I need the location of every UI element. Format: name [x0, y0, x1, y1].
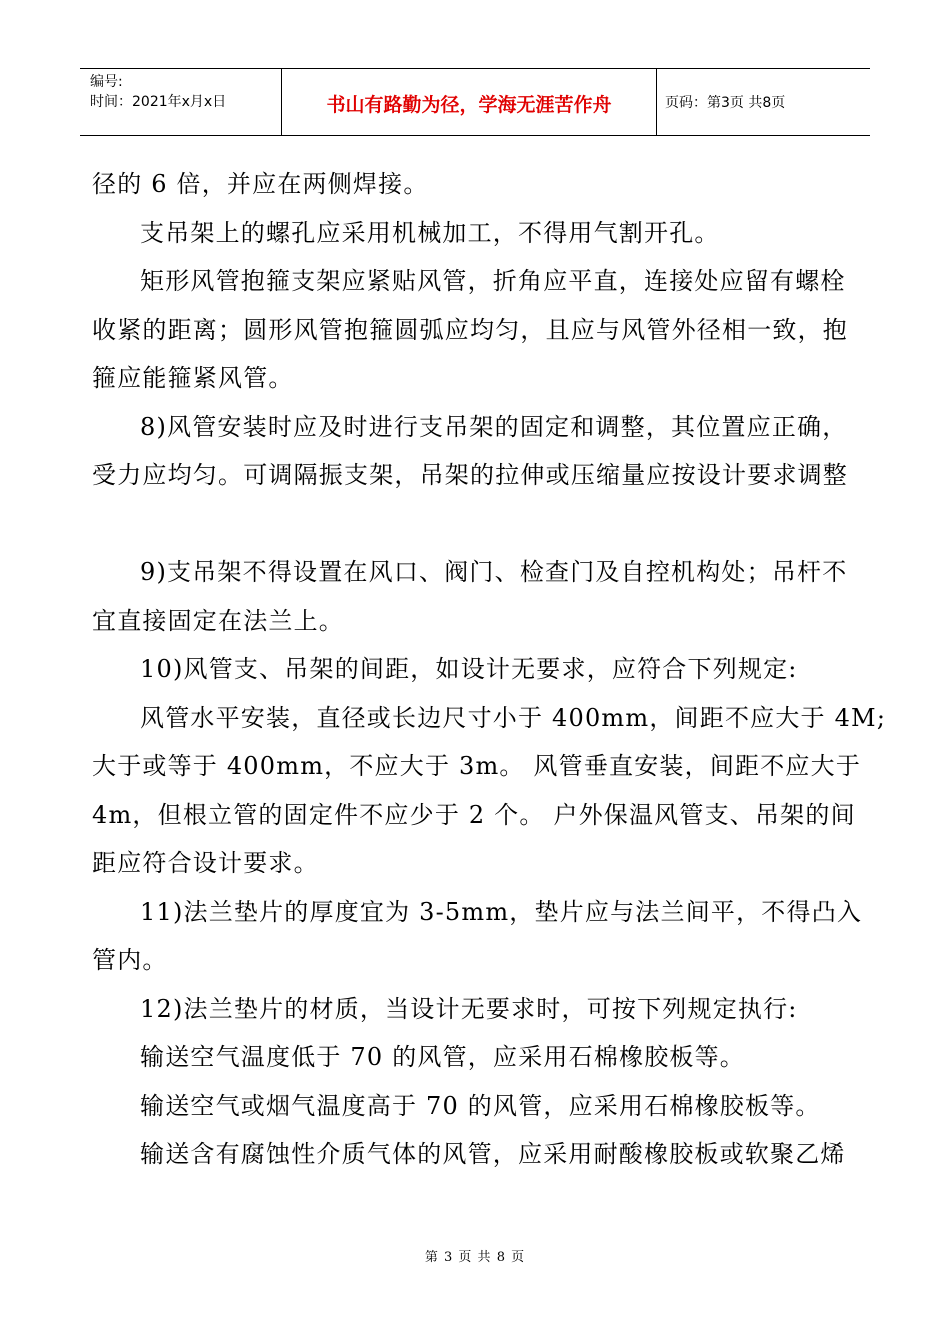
document-body — [92, 160, 887, 1179]
body-line: 距应符合设计要求。 — [92, 849, 319, 877]
body-line: 支吊架上的螺孔应采用机械加工，不得用气割开孔。 — [140, 218, 720, 247]
body-line: 收紧的距离；圆形风管抱箍圆弧应均匀，且应与风管外径相一致，抱 — [92, 315, 848, 344]
serial-number-label: 编号: — [90, 74, 123, 90]
header-page-cell — [657, 69, 870, 135]
document-header — [80, 68, 870, 136]
body-line: 管内。 — [92, 946, 168, 974]
header-meta-cell — [80, 69, 282, 135]
body-line: 矩形风管抱箍支架应紧贴风管，折角应平直，连接处应留有螺栓 — [140, 267, 846, 295]
body-line: 12)法兰垫片的材质，当设计无要求时，可按下列规定执行: — [140, 994, 798, 1023]
body-line: 10)风管支、吊架的间距，如设计无要求，应符合下列规定: — [140, 655, 798, 683]
body-line: 输送空气或烟气温度高于 70 的风管，应采用石棉橡胶板等。 — [140, 1091, 821, 1120]
body-line: 径的 6 倍，并应在两侧焊接。 — [92, 170, 429, 198]
date-label: 时间：2021年x月x日 — [90, 94, 227, 110]
body-line: 受力应均匀。可调隔振支架，吊架的拉伸或压缩量应按设计要求调整 — [92, 461, 848, 489]
body-line: 箍应能箍紧风管。 — [92, 364, 294, 392]
footer-page-number: 第 3 页 共 8 页 — [424, 1250, 526, 1265]
body-line: 4m，但根立管的固定件不应少于 2 个。 户外保温风管支、吊架的间 — [92, 800, 856, 829]
body-line: 宜直接固定在法兰上。 — [92, 606, 344, 635]
body-line: 输送含有腐蚀性介质气体的风管，应采用耐酸橡胶板或软聚乙烯 — [140, 1140, 846, 1168]
blank-line — [92, 500, 862, 549]
body-line: 大于或等于 400mm，不应大于 3m。 风管垂直安装，间距不应大于 — [92, 752, 862, 780]
body-line: 风管水平安装，直径或长边尺寸小于 400mm，间距不应大于 4M; — [140, 703, 887, 732]
body-line: 11)法兰垫片的厚度宜为 3-5mm，垫片应与法兰间平，不得凸入 — [140, 897, 863, 926]
page-code-label: 页码：第3页 共8页 — [665, 95, 786, 111]
motto-text: 书山有路勤为径，学海无涯苦作舟 — [326, 93, 612, 116]
body-line: 8)风管安装时应及时进行支吊架的固定和调整，其位置应正确， — [140, 412, 848, 441]
body-line: 9)支吊架不得设置在风口、阀门、检查门及自控机构处；吊杆不 — [140, 558, 848, 586]
body-line: 输送空气温度低于 70 的风管，应采用石棉橡胶板等。 — [140, 1043, 745, 1071]
page-footer — [0, 1246, 950, 1265]
header-motto-cell — [282, 69, 657, 135]
